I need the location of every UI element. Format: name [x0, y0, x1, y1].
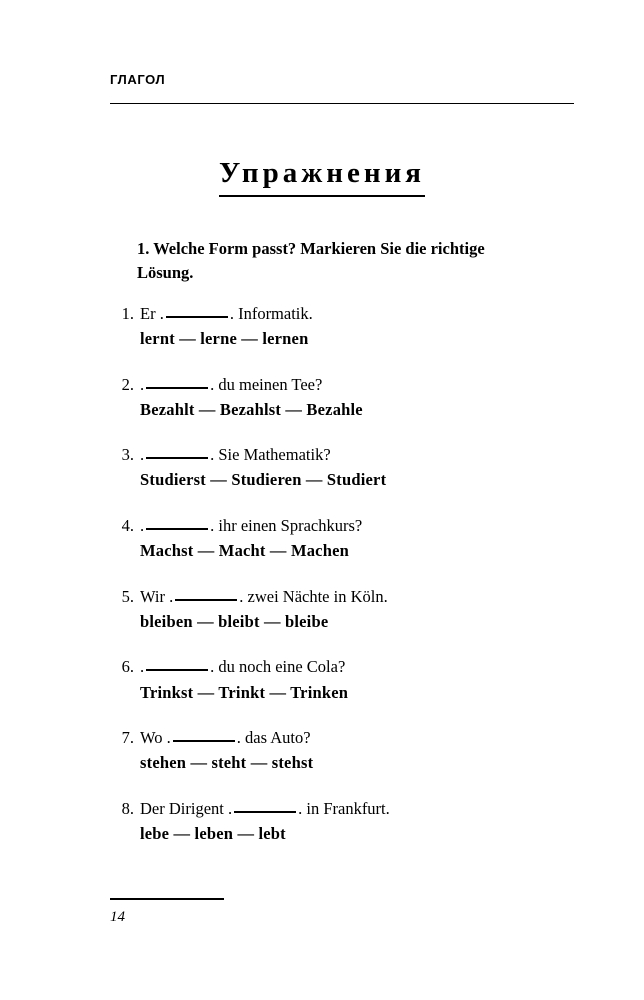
item-sentence: [140, 655, 580, 678]
sentence-before-blank: Der Dirigent: [140, 798, 224, 818]
item-options[interactable]: bleiben — bleibt — bleibe: [140, 611, 329, 631]
exercise-instruction-line2: Lösung.: [137, 262, 194, 282]
list-item: [110, 585, 580, 633]
trailing-dot: .: [210, 657, 215, 677]
item-number: 4.: [121, 516, 134, 536]
page-number: 14: [110, 909, 125, 925]
item-sentence: [140, 302, 580, 325]
item-options[interactable]: lebe — leben — lebt: [140, 823, 286, 843]
item-body: [140, 373, 580, 421]
item-options[interactable]: lernt — lerne — lernen: [140, 329, 309, 349]
item-number: 1.: [121, 304, 134, 323]
sentence-after-blank: in Frankfurt.: [306, 798, 390, 818]
header-divider: [110, 103, 574, 104]
page-title-text: Упражнения: [219, 157, 425, 197]
item-number: 5.: [121, 586, 134, 606]
item-sentence: [140, 514, 580, 537]
item-body: [140, 514, 580, 562]
list-item: [110, 373, 580, 421]
item-options[interactable]: stehen — steht — stehst: [140, 753, 314, 773]
leader-dot: .: [140, 445, 145, 465]
item-number: 2.: [121, 374, 134, 394]
item-number: 3.: [121, 445, 134, 465]
sentence-after-blank: zwei Nächte in Köln.: [247, 586, 388, 606]
item-body: [140, 443, 580, 491]
footer-divider: [110, 898, 224, 900]
leader-dot: .: [223, 798, 233, 818]
item-body: [140, 797, 580, 845]
page-title: [0, 157, 644, 197]
answer-blank[interactable]: [175, 589, 237, 601]
list-item: [110, 726, 580, 774]
sentence-before-blank: Wir: [140, 586, 165, 606]
item-sentence: [140, 797, 580, 820]
item-options[interactable]: Trinkst — Trinkt — Trinken: [140, 682, 349, 702]
leader-dot: .: [155, 304, 164, 323]
item-number: 8.: [121, 798, 134, 818]
sentence-after-blank: Informatik.: [238, 304, 313, 323]
item-body: [140, 302, 580, 350]
list-item: [110, 443, 580, 491]
list-item: [110, 302, 580, 350]
trailing-dot: .: [210, 374, 215, 394]
item-options[interactable]: Machst — Macht — Machen: [140, 541, 349, 561]
running-head: ГЛАГОЛ: [110, 72, 166, 87]
item-body: [140, 726, 580, 774]
sentence-after-blank: das Auto?: [245, 728, 311, 748]
answer-blank[interactable]: [166, 306, 228, 318]
trailing-dot: .: [236, 728, 241, 748]
trailing-dot: .: [229, 304, 234, 323]
item-sentence: [140, 726, 580, 749]
sentence-after-blank: du meinen Tee?: [218, 374, 323, 394]
answer-blank[interactable]: [146, 659, 208, 671]
exercise-instruction-line1: Welche Form passt? Markieren Sie die richtige: [153, 239, 485, 258]
answer-blank[interactable]: [234, 801, 296, 813]
leader-dot: .: [162, 728, 171, 748]
sentence-before-blank: Er: [140, 304, 156, 323]
item-sentence: [140, 585, 580, 608]
trailing-dot: .: [298, 798, 303, 818]
sentence-after-blank: ihr einen Sprachkurs?: [218, 516, 363, 536]
exercise-number: 1.: [137, 239, 150, 258]
trailing-dot: .: [210, 445, 215, 465]
trailing-dot: .: [210, 516, 215, 536]
sentence-after-blank: Sie Mathematik?: [218, 445, 331, 465]
leader-dot: .: [165, 586, 174, 606]
trailing-dot: .: [239, 586, 244, 606]
item-sentence: [140, 373, 580, 396]
list-item: [110, 797, 580, 845]
sentence-before-blank: Wo: [140, 728, 163, 748]
leader-dot: .: [140, 374, 145, 394]
leader-dot: .: [140, 657, 145, 677]
item-body: [140, 585, 580, 633]
sentence-after-blank: du noch eine Cola?: [218, 657, 346, 677]
exercise-items: [110, 302, 580, 868]
item-body: [140, 655, 580, 703]
list-item: [110, 514, 580, 562]
answer-blank[interactable]: [173, 730, 235, 742]
item-options[interactable]: Studierst — Studieren — Studiert: [140, 470, 387, 490]
item-options[interactable]: Bezahlt — Bezahlst — Bezahle: [140, 399, 363, 419]
item-sentence: [140, 443, 580, 466]
item-number: 6.: [121, 657, 134, 677]
answer-blank[interactable]: [146, 518, 208, 530]
leader-dot: .: [140, 516, 145, 536]
exercise-instruction: [137, 237, 577, 285]
answer-blank[interactable]: [146, 376, 208, 388]
list-item: [110, 655, 580, 703]
item-number: 7.: [121, 728, 134, 748]
answer-blank[interactable]: [146, 447, 208, 459]
